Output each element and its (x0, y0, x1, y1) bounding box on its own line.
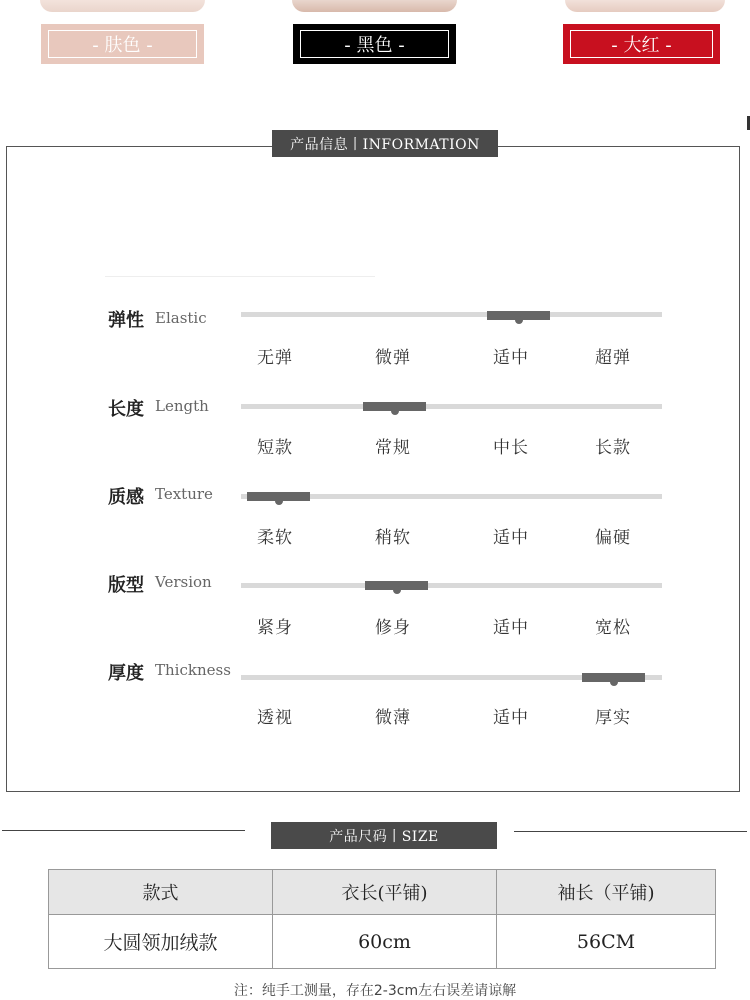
product-photo-skin (40, 0, 205, 12)
attr-option: 偏硬 (595, 528, 631, 548)
attr-option: 微薄 (375, 708, 411, 728)
size-header-line-left (2, 830, 245, 831)
attr-option: 柔软 (257, 528, 293, 548)
marker-dot (610, 678, 618, 686)
table-cell: 56CM (497, 915, 716, 969)
attr-option: 无弹 (257, 348, 293, 368)
attr-track-length (241, 404, 662, 409)
attr-track-elastic (241, 312, 662, 317)
attr-marker-texture (247, 492, 310, 501)
attr-option: 紧身 (257, 618, 293, 638)
attr-option: 宽松 (595, 618, 631, 638)
attr-option: 中长 (493, 438, 529, 458)
marker-dot (515, 316, 523, 324)
table-header-row (49, 870, 716, 915)
attr-option: 长款 (595, 438, 631, 458)
attr-label-length: 长度 (108, 399, 144, 420)
attr-option: 厚实 (595, 708, 631, 728)
attr-label-texture: 质感 (108, 487, 144, 508)
attr-option: 适中 (493, 708, 529, 728)
color-swatch-skin[interactable] (41, 24, 204, 64)
table-cell: 大圆领加绒款 (49, 915, 273, 969)
marker-dot (391, 407, 399, 415)
size-table (48, 869, 716, 969)
color-swatch-red[interactable] (563, 24, 720, 64)
attr-marker-length (363, 402, 426, 411)
marker-dot (275, 497, 283, 505)
attr-en-length: Length (155, 397, 209, 415)
attr-option: 短款 (257, 438, 293, 458)
product-photo-red (565, 0, 725, 12)
attr-option: 修身 (375, 618, 411, 638)
info-section-title: 产品信息丨INFORMATION (272, 130, 498, 157)
table-cell: 60cm (273, 915, 497, 969)
swatch-label-red: - 大红 - (570, 30, 713, 58)
attr-label-elastic: 弹性 (108, 310, 144, 331)
attr-option: 超弹 (595, 348, 631, 368)
table-row (49, 915, 716, 969)
attr-en-texture: Texture (155, 485, 213, 503)
attr-option: 适中 (493, 528, 529, 548)
product-info-panel (6, 146, 740, 792)
swatch-label-skin: - 肤色 - (48, 30, 197, 58)
attr-label-version: 版型 (108, 575, 144, 596)
size-header-line-right (514, 831, 747, 832)
attr-marker-version (365, 581, 428, 590)
attr-marker-thickness (582, 673, 645, 682)
attr-en-version: Version (155, 573, 212, 591)
attr-en-thickness: Thickness (155, 661, 231, 679)
divider (105, 276, 375, 277)
marker-dot (393, 586, 401, 594)
attr-option: 微弹 (375, 348, 411, 368)
attr-marker-elastic (487, 311, 550, 320)
attr-option: 适中 (493, 348, 529, 368)
table-header-cell: 袖长（平铺) (497, 870, 716, 915)
swatch-label-black: - 黑色 - (300, 30, 449, 58)
color-swatch-black[interactable] (293, 24, 456, 64)
product-photo-black (292, 0, 457, 12)
attr-option: 透视 (257, 708, 293, 728)
size-section-title: 产品尺码丨SIZE (271, 822, 497, 849)
attr-label-thickness: 厚度 (108, 663, 144, 684)
table-header-cell: 衣长(平铺) (273, 870, 497, 915)
attr-en-elastic: Elastic (155, 309, 207, 327)
attr-option: 稍软 (375, 528, 411, 548)
attr-option: 常规 (375, 438, 411, 458)
table-header-cell: 款式 (49, 870, 273, 915)
measurement-note: 注：纯手工测量，存在2-3cm左右误差请谅解 (233, 983, 517, 999)
attr-option: 适中 (493, 618, 529, 638)
attr-track-version (241, 583, 662, 588)
